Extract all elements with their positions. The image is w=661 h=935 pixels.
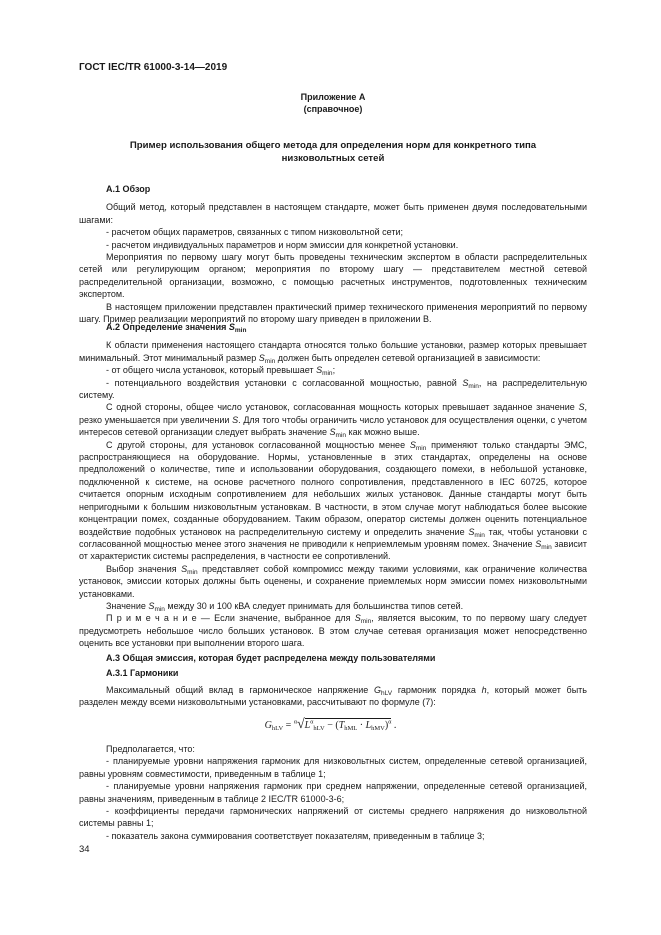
standard-header: ГОСТ IEC/TR 61000-3-14—2019 [79,62,228,73]
section-a2-p1: К области применения настоящего стандарта относятся только большие установки, размер которых превышает минимальный. Этот минимальный размер $S_{min}$ должен быть определен сетевой организацией в зависимости: [79,340,587,365]
section-a3-p2: Предполагается, что: [106,744,195,754]
section-a3-heading: А.3 Общая эмиссия, которая будет распределена между пользователями [106,653,436,663]
section-a3-bullet3: - коэффициенты передачи гармонических напряжений от системы среднего напряжения до низковольтной системы равны 1; [79,806,587,829]
section-a3-bullet1: - планируемые уровни напряжения гармоник для низковольтных систем, определенные сетевой организацией, равны уровням совместимости, приведенным в таблице 1; [79,756,587,779]
section-a2-p5: Значение $S_{min}$ между 30 и 100 кВА следует принимать для большинства типов сетей. [106,600,464,613]
main-title-line2: низковольтных сетей [281,153,385,164]
section-a1-heading: А.1 Обзор [106,184,151,194]
section-a3-bullet2: - планируемые уровни напряжения гармоник при среднем напряжении, определенные сетевой организацией, равны значениям, приведенным в таблице 2 IEC/TR 61000-3-6; [79,781,587,804]
section-a3-p1: Максимальный общий вклад в гармоническое напряжение $G_{hLV}$ гармоник порядка h, который может быть разделен между всеми низковольтными установками, рассчитывают по формуле (7): [79,684,587,708]
section-a1-p2: Мероприятия по первому шагу могут быть проведены техническим экспертом в области распределительных сетей или регулирующим органом; мероприятия по второму шагу — представителем местной сетевой распределительной организации, возможно, с помощью расчетных инструментов, подготовленных техническим экспертом. [79,252,587,300]
section-a2-p3: С другой стороны, для установок согласованной мощностью менее $S_{min}$ применяют только стандарты ЭМС, распространяющиеся на оборудование. Нормы, установленные в этих стандартах, определены на основе предположений о количестве, типе и использовании оборудования, создающего помехи, в небольшой установке, подключенной к системе, на основе расчетного полного сопротивления, представленного в IEC 60725, которое считается опорным исходным сопротивлением для небольших жилых установок. Данные стандарты могут быть непригодными к большим низковольтным установкам. В частности, в этом случае могут наблюдаться более высокие концентрации помех, созданные оборудованием. Таким образом, оператор системы должен оценить потенциальное воздействие подобных установок на распределительную систему и определить значение $S_{min}$ так, чтобы установки с согласованной мощностью менее этого значения не приводили к неприемлемым уровням помех. Значение $S_{min}$ зависит от характеристик системы распределения, в частности ее сопротивлений. [79,439,588,562]
section-a1-bullet2: - расчетом индивидуальных параметров и норм эмиссии для конкретной установки. [106,239,459,250]
section-a2-bullet1: - от общего числа установок, который превышает $S_{min}$; [106,365,336,378]
appendix-subtitle: (справочное) [303,104,363,115]
page-number: 34 [79,844,90,855]
section-a1-p1: Общий метод, который представлен в настоящем стандарте, может быть применен двумя последовательными шагами: [79,202,587,225]
appendix-heading [79,91,587,116]
section-a1-bullet1: - расчетом общих параметров, связанных с типом низковольтной сети; [106,227,403,238]
section-a3-assumptions [79,743,587,842]
section-a2-bullet2: - потенциального воздействия установки с согласованной мощностью, равной $S_{min}$, на распределительную систему. [79,377,587,401]
main-title-line1: Пример использования общего метода для определения норм для конкретного типа [129,140,537,151]
section-a2-p2: С одной стороны, общее число установок, согласованная мощность которых превышает заданное значение S, резко уменьшается при увеличении S. Для того чтобы ограничить число установок для осуществления оценки, с учетом интересов сетевой организации следует выбрать значение $S_{min}$ как можно выше. [79,402,587,440]
section-a2-heading: А.2 Определение значения $S_{min}$ [106,322,247,334]
section-a3-bullet4: - показатель закона суммирования соответствует показателям, приведенным в таблице 3; [106,830,485,841]
section-a1-p3: В настоящем приложении представлен практический пример технического применения мероприятий по первому шагу. Пример реализации мероприятий по второму шагу приведен в приложении В. [79,301,587,325]
section-a31-heading: А.3.1 Гармоники [106,668,179,679]
main-title [79,139,587,165]
appendix-title: Приложение А [300,92,366,102]
section-a3 [79,652,587,709]
formula-7: $G_{hLV} = ^\alpha√L^\alpha_{hLV} - (T_{hML} \cdot L_{hMV})^\alpha$ . [264,717,397,732]
section-a2 [79,321,587,650]
section-a1 [79,183,587,325]
section-a2-p4: Выбор значения $S_{min}$ представляет собой компромисс между такими условиями, как ограничение количества установок, эмиссии которых должны быть оценены, и сохранение приемлемых норм эмиссии помех низковольтными установками. [79,563,588,599]
section-a2-note: П р и м е ч а н и е — Если значение, выбранное для $S_{min}$, является высоким, то по первому шагу следует предусмотреть небольшое число больших установок. В этом случае сетевая организация может непосредственно оценить все установки при выполнении второго шага. [79,613,587,649]
